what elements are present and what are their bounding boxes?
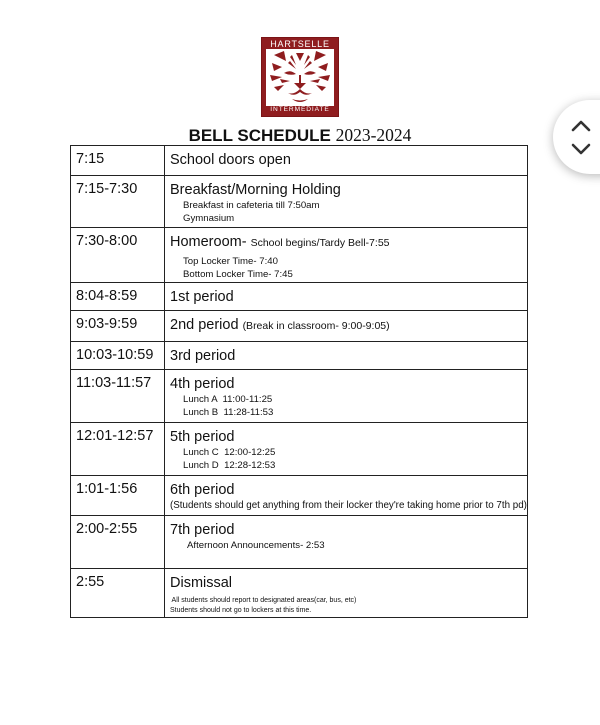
table-row bbox=[71, 516, 528, 569]
time-cell: 1:01-1:56 bbox=[71, 476, 165, 516]
scroll-control bbox=[553, 100, 600, 174]
logo-bottom-text: INTERMEDIATE bbox=[270, 106, 330, 113]
row-title: 5th period bbox=[170, 429, 235, 445]
description-cell bbox=[165, 476, 528, 516]
description-cell bbox=[165, 146, 528, 176]
row-title: 3rd period bbox=[170, 348, 236, 364]
time-cell: 10:03-10:59 bbox=[71, 342, 165, 370]
description-cell bbox=[165, 516, 528, 569]
description-cell bbox=[165, 370, 528, 423]
time-cell: 7:30-8:00 bbox=[71, 228, 165, 283]
tiger-icon bbox=[266, 49, 334, 106]
row-inline-note: (Break in classroom- 9:00-9:05) bbox=[242, 320, 390, 332]
row-note: (Students should get anything from their locker they're taking home prior to 7th pd) bbox=[170, 500, 527, 511]
title-year: 2023-2024 bbox=[335, 125, 412, 145]
time-cell: 7:15 bbox=[71, 146, 165, 176]
row-title bbox=[170, 233, 527, 252]
table-row bbox=[71, 311, 528, 342]
row-title bbox=[170, 316, 527, 335]
chevron-up-icon bbox=[569, 117, 593, 135]
row-detail: Breakfast in cafeteria till 7:50am bbox=[183, 200, 320, 211]
table-row bbox=[71, 423, 528, 476]
row-title: School doors open bbox=[170, 152, 291, 168]
scroll-down-button[interactable] bbox=[569, 140, 593, 158]
row-title: 4th period bbox=[170, 376, 235, 392]
row-title-text: Homeroom- bbox=[170, 234, 247, 250]
school-logo bbox=[261, 37, 339, 117]
title-main: BELL SCHEDULE bbox=[188, 126, 331, 145]
time-cell: 11:03-11:57 bbox=[71, 370, 165, 423]
row-detail: Lunch B 11:28-11:53 bbox=[183, 407, 274, 418]
table-row bbox=[71, 146, 528, 176]
row-title: Dismissal bbox=[170, 575, 233, 591]
page-title bbox=[0, 124, 600, 147]
table-row bbox=[71, 569, 528, 618]
description-cell bbox=[165, 342, 528, 370]
row-detail: Afternoon Announcements- 2:53 bbox=[187, 540, 325, 551]
row-title: 6th period bbox=[170, 482, 235, 498]
table-row bbox=[71, 283, 528, 311]
row-detail: Lunch A 11:00-11:25 bbox=[183, 394, 273, 405]
row-detail: Lunch D 12:28-12:53 bbox=[183, 460, 276, 471]
row-detail: Lunch C 12:00-12:25 bbox=[183, 447, 276, 458]
time-cell: 8:04-8:59 bbox=[71, 283, 165, 311]
chevron-down-icon bbox=[569, 140, 593, 158]
table-row bbox=[71, 176, 528, 228]
table-row bbox=[71, 476, 528, 516]
scroll-up-button[interactable] bbox=[569, 117, 593, 135]
table-row bbox=[71, 228, 528, 283]
bell-schedule-table bbox=[70, 145, 528, 618]
description-cell bbox=[165, 569, 528, 618]
table-row bbox=[71, 342, 528, 370]
time-cell: 12:01-12:57 bbox=[71, 423, 165, 476]
row-inline-note: School begins/Tardy Bell-7:55 bbox=[250, 237, 390, 249]
row-detail: All students should report to designated areas(car, bus, etc) bbox=[170, 597, 357, 604]
row-detail: Students should not go to lockers at this time. bbox=[170, 607, 312, 614]
description-cell bbox=[165, 228, 528, 283]
row-detail: Gymnasium bbox=[183, 213, 235, 224]
row-title-text: 2nd period bbox=[170, 317, 239, 333]
time-cell: 9:03-9:59 bbox=[71, 311, 165, 342]
description-cell bbox=[165, 423, 528, 476]
description-cell bbox=[165, 283, 528, 311]
row-detail: Top Locker Time- 7:40 bbox=[183, 256, 278, 267]
row-title: Breakfast/Morning Holding bbox=[170, 182, 341, 198]
row-title: 7th period bbox=[170, 522, 235, 538]
table-row bbox=[71, 370, 528, 423]
description-cell bbox=[165, 176, 528, 228]
logo-top-text: HARTSELLE bbox=[270, 39, 330, 49]
row-detail: Bottom Locker Time- 7:45 bbox=[183, 269, 293, 280]
row-title: 1st period bbox=[170, 289, 234, 305]
time-cell: 7:15-7:30 bbox=[71, 176, 165, 228]
description-cell bbox=[165, 311, 528, 342]
time-cell: 2:00-2:55 bbox=[71, 516, 165, 569]
time-cell: 2:55 bbox=[71, 569, 165, 618]
